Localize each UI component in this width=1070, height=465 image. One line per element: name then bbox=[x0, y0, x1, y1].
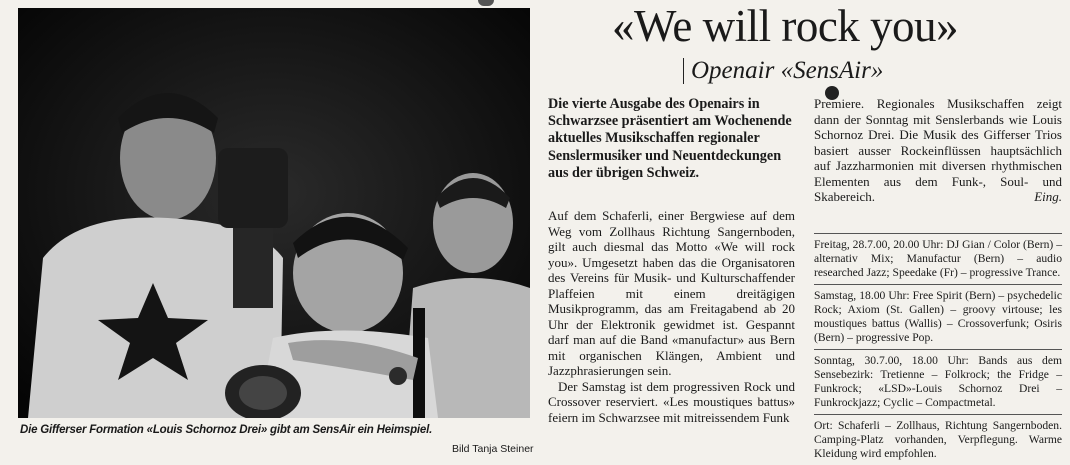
band-photo bbox=[18, 8, 530, 418]
listing-item: Ort: Schaferli – Zollhaus, Richtung Sangernboden. Camping-Platz vorhanden, Verpflegung. Warme Kleidung wird empfohlen. bbox=[814, 419, 1062, 460]
divider bbox=[814, 284, 1062, 285]
body-paragraph: Auf dem Schaferli, einer Bergwiese auf dem Weg vom Zollhaus Richtung Sangernboden, gilt auch diesmal das Motto «We will rock you». Umgesetzt haben das die Organisatoren des Vereins für Musik- und Kulturschaffender Plaffeien mit einem dreitägigen Musikprogramm, das am Freitagabend ab 20 Uhr der Elektronik gewidmet ist. Gespannt darf man auf die Band «manufactur» aus Bern mit organischen Klängen, Ambient und Jazzphrasierungen sein. bbox=[548, 208, 795, 378]
subtitle-rule bbox=[683, 58, 684, 84]
author-signature: Eing. bbox=[1034, 189, 1062, 204]
lead-text: Die vierte Ausgabe des Openairs in Schwarzsee präsentiert am Wochenende aktuelles Musikschaffen regionaler Senslermusiker und Neuentdeckungen aus der übrigen Schweiz. bbox=[548, 96, 792, 181]
photo-credit: Bild Tanja Steiner bbox=[452, 443, 534, 455]
lead-paragraph bbox=[548, 96, 795, 182]
subtitle: Openair «SensAir» bbox=[691, 57, 884, 84]
listing-item: Samstag, 18.00 Uhr: Free Spirit (Bern) – psychedelic Rock; Axiom (St. Gallen) – groovy virtouse; les moustiques battus (Wallis) – Crossoverfunk; Osiris (Bern) – progressive Pop. bbox=[814, 289, 1062, 344]
divider bbox=[814, 414, 1062, 415]
article-column-2 bbox=[814, 96, 1062, 205]
listing-item: Sonntag, 30.7.00, 18.00 Uhr: Bands aus dem Sensebezirk: Tretienne – Folkrock; the Fridge – Funkrock; «LSD»-Louis Schornoz Drei – Funkrockjazz; Cyclic – Compactmetal. bbox=[814, 354, 1062, 409]
body-paragraph: Der Samstag ist dem progressiven Rock und Crossover reserviert. «Les moustiques battus» feiern im Schwarzsee mit mitreissendem Funk bbox=[548, 378, 795, 425]
divider bbox=[814, 233, 1062, 234]
scan-mark bbox=[478, 0, 494, 6]
listing-item: Freitag, 28.7.00, 20.00 Uhr: DJ Gian / Color (Bern) – alternativ Mix; Manufactur (Bern) – audio researched Jazz; Speedake (Fr) – progressive Trance. bbox=[814, 238, 1062, 279]
event-listings bbox=[814, 233, 1062, 465]
body-continued-text: Premiere. Regionales Musikschaffen zeigt dann der Sonntag mit Senslerbands wie Louis Schornoz Drei. Die Musik des Gifferser Trios basiert ausser Rockeinflüssen hauptsächlich auf Jazzharmonien mit diversen rhythmischen Elementen aus dem Funk-, Soul- und Skabereich. bbox=[814, 96, 1062, 204]
headline: «We will rock you» bbox=[612, 1, 959, 51]
band-photo-image bbox=[18, 8, 530, 418]
article-column-1 bbox=[548, 208, 795, 425]
body-paragraph-continued bbox=[814, 96, 1062, 205]
divider bbox=[814, 349, 1062, 350]
photo-caption: Die Gifferser Formation «Louis Schornoz Drei» gibt am SensAir ein Heimspiel. bbox=[20, 424, 433, 436]
